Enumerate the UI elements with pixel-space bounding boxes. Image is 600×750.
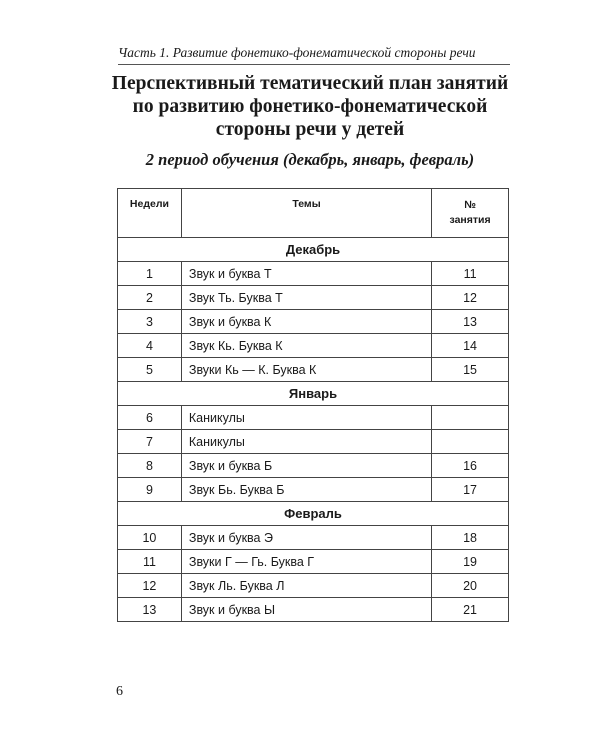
month-name: Январь [118,382,509,406]
week-cell: 9 [118,478,182,502]
topic-cell: Звук Ль. Буква Л [181,574,431,598]
lesson-number-cell: 16 [432,454,509,478]
table-row [118,358,509,382]
header-number-sign: № [464,199,476,211]
lesson-number-cell: 15 [432,358,509,382]
table-row [118,262,509,286]
week-cell: 2 [118,286,182,310]
header-lesson-number [432,189,509,238]
topic-cell: Звук Бь. Буква Б [181,478,431,502]
table-row [118,454,509,478]
topic-cell: Звук Кь. Буква К [181,334,431,358]
lesson-number-cell: 13 [432,310,509,334]
title-line: стороны речи у детей [215,119,405,140]
table-row [118,478,509,502]
week-cell: 8 [118,454,182,478]
week-cell: 13 [118,598,182,622]
table-row [118,310,509,334]
topic-cell: Звук и буква Т [181,262,431,286]
header-topic: Темы [181,189,431,238]
topic-cell: Звук и буква Э [181,526,431,550]
header-rule [118,64,510,65]
page-number: 6 [116,684,123,699]
topic-cell: Звук и буква Б [181,454,431,478]
topic-cell: Звук и буква К [181,310,431,334]
week-cell: 10 [118,526,182,550]
week-cell: 5 [118,358,182,382]
week-cell: 7 [118,430,182,454]
lesson-number-cell: 11 [432,262,509,286]
week-cell: 1 [118,262,182,286]
table-row [118,406,509,430]
week-cell: 3 [118,310,182,334]
week-cell: 12 [118,574,182,598]
lesson-number-cell: 20 [432,574,509,598]
topic-cell: Звуки Кь — К. Буква К [181,358,431,382]
title-line: Перспективный тематический план занятий [111,73,509,94]
month-row [118,502,509,526]
table-row [118,430,509,454]
lesson-number-cell [432,430,509,454]
week-cell: 6 [118,406,182,430]
table-row [118,334,509,358]
lesson-number-cell: 19 [432,550,509,574]
table-body [118,238,509,622]
table-row [118,574,509,598]
running-head: Часть 1. Развитие фонетико-фонематической стороны речи [118,45,476,60]
lesson-number-cell [432,406,509,430]
lesson-number-cell: 12 [432,286,509,310]
topic-cell: Звук и буква Ы [181,598,431,622]
lesson-number-cell: 18 [432,526,509,550]
week-cell: 11 [118,550,182,574]
table-row [118,526,509,550]
week-cell: 4 [118,334,182,358]
plan-table [117,188,509,622]
month-row [118,238,509,262]
table-header-row [118,189,509,238]
topic-cell: Звук Ть. Буква Т [181,286,431,310]
month-name: Февраль [118,502,509,526]
page-subtitle: 2 период обучения (декабрь, январь, февраль) [145,150,475,169]
topic-cell: Каникулы [181,430,431,454]
header-lesson-label: занятия [449,214,491,226]
month-row [118,382,509,406]
table-row [118,286,509,310]
month-name: Декабрь [118,238,509,262]
table-row [118,598,509,622]
topic-cell: Каникулы [181,406,431,430]
topic-cell: Звуки Г — Гь. Буква Г [181,550,431,574]
lesson-number-cell: 17 [432,478,509,502]
lesson-number-cell: 14 [432,334,509,358]
page-title [100,72,520,141]
lesson-number-cell: 21 [432,598,509,622]
table-row [118,550,509,574]
title-line: по развитию фонетико-фонематической [132,96,488,117]
header-week: Недели [118,189,182,238]
